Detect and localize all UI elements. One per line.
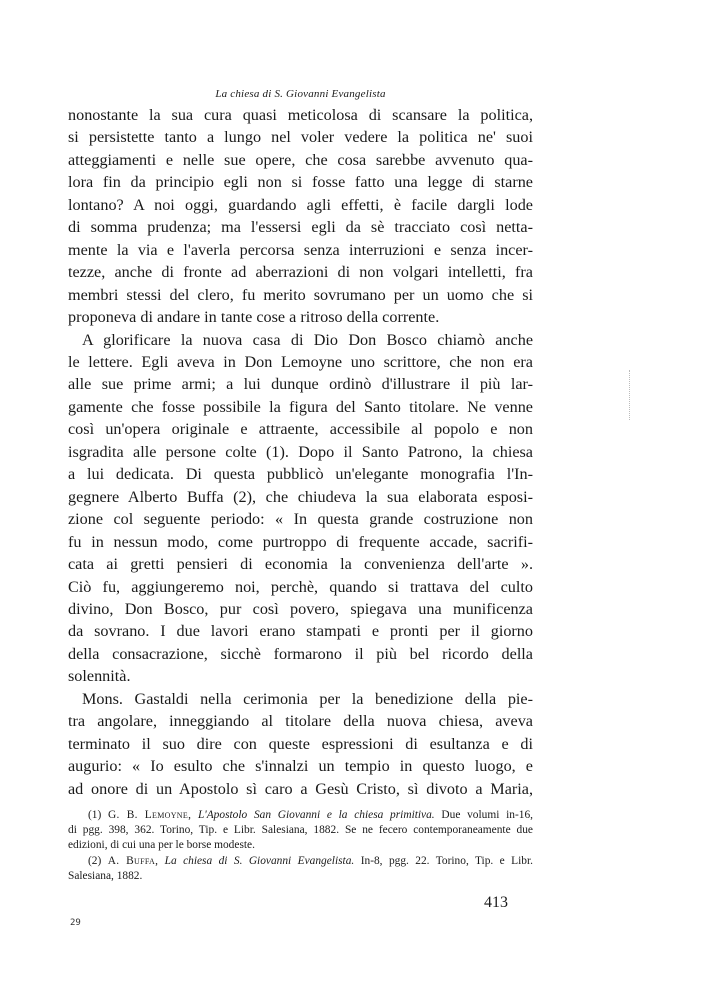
text-line: alle sue prime armi; a lui dunque ordinò d'illustrare il più lar-: [68, 375, 533, 394]
signature-mark: 29: [70, 918, 81, 928]
footnote-text: Due volumi in-16,: [441, 809, 533, 821]
text-line: tra angolare, inneggiando al titolare della nuova chiesa, aveva: [68, 712, 533, 731]
text-line: ad onore di un Apostolo sì caro a Gesù Cristo, sì divoto a Maria,: [68, 779, 533, 798]
text-line: solennità.: [68, 667, 131, 686]
footnote-2-line: Salesiana, 1882.: [68, 869, 143, 882]
text-line: membri stessi del clero, fu merito sovrumano per un uomo che si: [68, 285, 533, 304]
scan-artifact: [629, 370, 631, 420]
running-head: La chiesa di S. Giovanni Evangelista: [215, 88, 386, 100]
page-number: 413: [484, 894, 508, 911]
text-line: si persistette tanto a lungo nel voler vedere la politica ne' suoi: [68, 128, 533, 147]
text-line: atteggiamenti e nelle sue opere, che cosa sarebbe avvenuto qua-: [68, 150, 533, 169]
text-line: di somma prudenza; ma l'essersi egli da sè tracciato così netta-: [68, 218, 533, 237]
text-line: augurio: « Io esulto che s'innalzi un tempio in questo luogo, e: [68, 757, 533, 776]
footnotes: [68, 808, 533, 884]
text-line: mente la via e l'averla percorsa senza interruzioni e senza incer-: [68, 240, 533, 259]
paragraph-start-line: A glorificare la nuova casa di Dio Don Bosco chiamò anche: [82, 330, 533, 349]
text-line: zione col seguente periodo: « In questa grande costruzione non: [68, 510, 533, 529]
body-text: [68, 104, 533, 800]
footnote-author: A. Buffa,: [107, 854, 159, 867]
paragraph-start-line: Mons. Gastaldi nella cerimonia per la benedizione della pie-: [82, 689, 533, 708]
footnote-author: G. B. Lemoyne,: [108, 809, 192, 821]
text-line: a lui dedicata. Di questa pubblicò un'elegante monografia l'In-: [68, 465, 533, 484]
text-line: Ciò fu, aggiungeremo noi, perchè, quando si trattava del culto: [68, 577, 533, 596]
text-line: isgradita alle persone colte (1). Dopo il Santo Patrono, la chiesa: [68, 442, 533, 461]
footnote-marker: (2): [88, 854, 102, 867]
text-line: nonostante la sua cura quasi meticolosa di scansare la politica,: [68, 106, 533, 124]
footnote-1-line: edizioni, di cui una per le borse modeste.: [68, 839, 255, 852]
footnote-marker: (1): [88, 809, 102, 821]
text-line: lora fin da principio egli non si fosse fatto una legge di starne: [68, 173, 533, 192]
text-line: cata ai gretti pensieri di economia la convenienza dell'arte ».: [68, 555, 533, 574]
footnote-1-line: di pgg. 398, 362. Torino, Tip. e Libr. Salesiana, 1882. Se ne fecero contemporaneamente due: [68, 824, 533, 837]
text-line: gegnere Alberto Buffa (2), che chiudeva la sua elaborata esposi-: [68, 487, 533, 506]
footnote-text: In-8, pgg. 22. Torino, Tip. e Libr.: [360, 854, 533, 867]
text-line: così un'opera originale e attraente, accessibile al popolo e non: [68, 420, 533, 439]
footnote-1-line: [68, 808, 533, 823]
footnote-title: La chiesa di S. Giovanni Evangelista.: [164, 854, 355, 867]
text-line: tezze, anche di fronte ad aberrazioni di non volgari intelletti, fra: [68, 263, 533, 282]
text-line: terminato il suo dire con queste espressioni di esultanza e di: [68, 734, 533, 753]
text-line: da sovrano. I due lavori erano stampati e pronti per il giorno: [68, 622, 533, 641]
text-line: gamente che fosse possibile la figura del Santo titolare. Ne venne: [68, 397, 533, 416]
text-line: proponeva di andare in tante cose a ritroso della corrente.: [68, 308, 440, 327]
footnote-2-line: [68, 854, 533, 869]
text-line: le lettere. Egli aveva in Don Lemoyne uno scrittore, che non era: [68, 352, 533, 371]
footnote-title: L'Apostolo San Giovanni e la chiesa primitiva.: [197, 809, 435, 821]
text-line: fu in nessun modo, come purtroppo di frequente accade, sacrifi-: [68, 532, 533, 551]
text-line: della consacrazione, sicchè formarono il più bel ricordo della: [68, 644, 533, 663]
text-line: lontano? A noi oggi, guardando agli effetti, è facile dargli lode: [68, 195, 533, 214]
text-line: divino, Don Bosco, pur così povero, spiegava una munificenza: [68, 599, 533, 618]
